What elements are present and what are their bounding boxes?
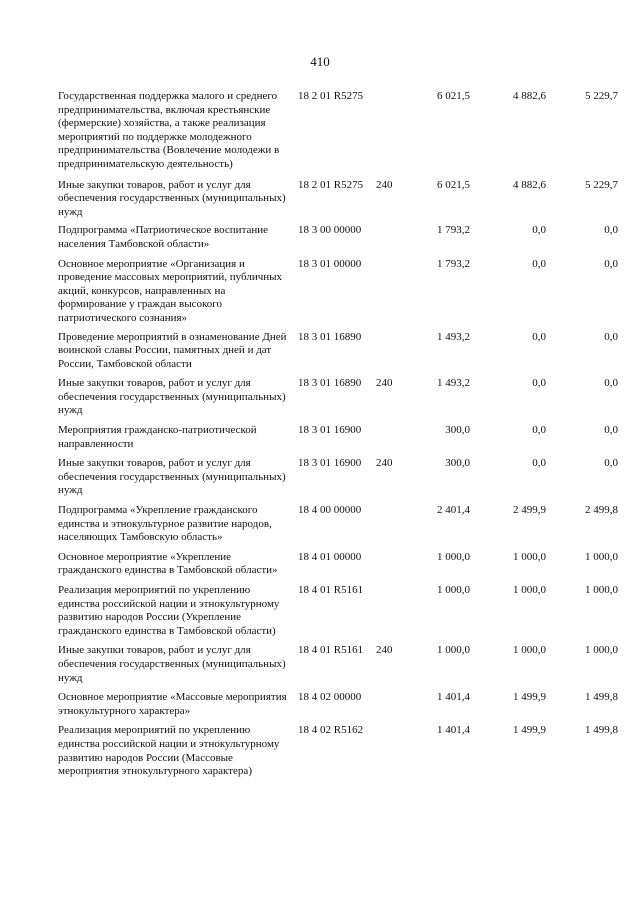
row-value-3: 0,0 [604,424,618,437]
row-name: Реализация мероприятий по укреплению единства российской нации и этнокультурному развитию народов России (Массовые мероприятия этнокультурного характера) [58,724,280,778]
row-code: 18 3 01 16900 [298,424,362,437]
table-row [58,644,618,685]
row-value-1: 300,0 [445,424,470,437]
row-value-2: 0,0 [532,224,546,237]
row-value-2: 4 882,6 [513,178,546,191]
table-row [58,258,618,326]
row-code: 18 2 01 R5275 [298,178,364,191]
table-row [58,179,618,220]
row-value-3: 0,0 [604,224,618,237]
row-expense-type: 240 [376,457,393,470]
row-value-3: 1 000,0 [585,644,618,657]
row-value-2: 1 499,9 [513,691,546,704]
table-row [58,504,618,545]
row-code: 18 4 00 00000 [298,504,362,517]
row-value-1: 6 021,5 [437,178,470,191]
row-value-1: 1 000,0 [437,550,470,563]
row-value-2: 0,0 [532,377,546,390]
table-row [58,90,618,172]
table-row [58,331,618,372]
page-number: 410 [310,54,330,69]
row-value-2: 0,0 [532,257,546,270]
row-value-2: 2 499,9 [513,504,546,517]
row-value-1: 2 401,4 [437,504,470,517]
row-code: 18 4 01 00000 [298,550,362,563]
row-name: Подпрограмма «Укрепление гражданского единства и этнокультурное развитие народов, населяющих Тамбовскую область» [58,504,272,544]
row-code: 18 4 02 00000 [298,691,362,704]
row-code: 18 4 01 R5161 [298,644,364,657]
row-value-3: 1 000,0 [585,550,618,563]
row-value-2: 1 000,0 [513,644,546,657]
row-name: Проведение мероприятий в ознаменование Дней воинской славы России, памятных дней и дат России, Тамбовской области [58,330,287,370]
row-value-1: 1 493,2 [437,330,470,343]
row-code: 18 3 01 00000 [298,257,362,270]
table-row [58,691,618,718]
row-value-3: 0,0 [604,377,618,390]
table-row [58,424,618,451]
row-name: Реализация мероприятий по укреплению единства российской нации и этнокультурному развитию народов России (Укрепление гражданского единства в Тамбовской области) [58,584,280,637]
row-code: 18 4 02 R5162 [298,724,364,737]
table-row [58,377,618,418]
row-value-2: 0,0 [532,330,546,343]
row-name: Иные закупки товаров, работ и услуг для обеспечения государственных (муниципальных) нужд [58,644,286,684]
row-value-3: 2 499,8 [585,504,618,517]
row-value-3: 1 000,0 [585,584,618,596]
row-value-1: 1 793,2 [437,224,470,237]
row-value-3: 0,0 [604,457,618,470]
row-expense-type: 240 [376,377,393,390]
row-value-1: 1 401,4 [437,691,470,704]
row-value-3: 0,0 [604,330,618,343]
row-code: 18 2 01 R5275 [298,90,364,102]
table-row [58,551,618,578]
row-code: 18 4 01 R5161 [298,584,364,596]
row-name: Основное мероприятие «Укрепление гражданского единства в Тамбовской области» [58,550,278,577]
row-value-1: 1 493,2 [437,377,470,390]
table-row [58,584,618,638]
row-expense-type: 240 [376,178,393,191]
row-value-2: 0,0 [532,457,546,470]
row-value-1: 1 000,0 [437,584,470,596]
row-value-1: 1 000,0 [437,644,470,657]
row-value-3: 5 229,7 [585,90,618,102]
row-value-2: 1 000,0 [513,550,546,563]
row-name: Основное мероприятие «Организация и проведение массовых мероприятий, публичных акций, конкурсов, направленных на формирование у граждан высокого патриотического сознания» [58,257,283,324]
table-row [58,224,618,251]
row-name: Государственная поддержка малого и среднего предпринимательства, включая крестьянские (фермерские) хозяйства, а также реализация мероприятий по поддержке молодежного предпринимательства (Вовлечение молодежи в предпринимательскую деятельность) [58,90,280,170]
row-name: Подпрограмма «Патриотическое воспитание населения Тамбовской области» [58,224,269,250]
row-value-2: 0,0 [532,424,546,437]
row-value-1: 300,0 [445,457,470,470]
row-name: Иные закупки товаров, работ и услуг для обеспечения государственных (муниципальных) нужд [58,178,286,218]
row-name: Иные закупки товаров, работ и услуг для обеспечения государственных (муниципальных) нужд [58,457,286,497]
row-expense-type: 240 [376,644,393,657]
row-code: 18 3 00 00000 [298,224,362,237]
row-value-3: 0,0 [604,257,618,270]
budget-table [58,90,618,785]
row-name: Основное мероприятие «Массовые мероприятия этнокультурного характера» [58,691,287,717]
row-code: 18 3 01 16900 [298,457,362,470]
row-value-1: 6 021,5 [437,90,470,102]
row-value-2: 1 000,0 [513,584,546,596]
row-name: Иные закупки товаров, работ и услуг для обеспечения государственных (муниципальных) нужд [58,377,286,417]
row-name: Мероприятия гражданско-патриотической направленности [58,424,257,450]
row-value-2: 1 499,9 [513,724,546,737]
row-value-3: 5 229,7 [585,178,618,191]
row-value-1: 1 401,4 [437,724,470,737]
row-value-1: 1 793,2 [437,257,470,270]
table-row [58,457,618,498]
row-code: 18 3 01 16890 [298,377,362,390]
row-value-2: 4 882,6 [513,90,546,102]
row-value-3: 1 499,8 [585,691,618,704]
row-value-3: 1 499,8 [585,724,618,737]
table-row [58,724,618,778]
row-code: 18 3 01 16890 [298,330,362,343]
